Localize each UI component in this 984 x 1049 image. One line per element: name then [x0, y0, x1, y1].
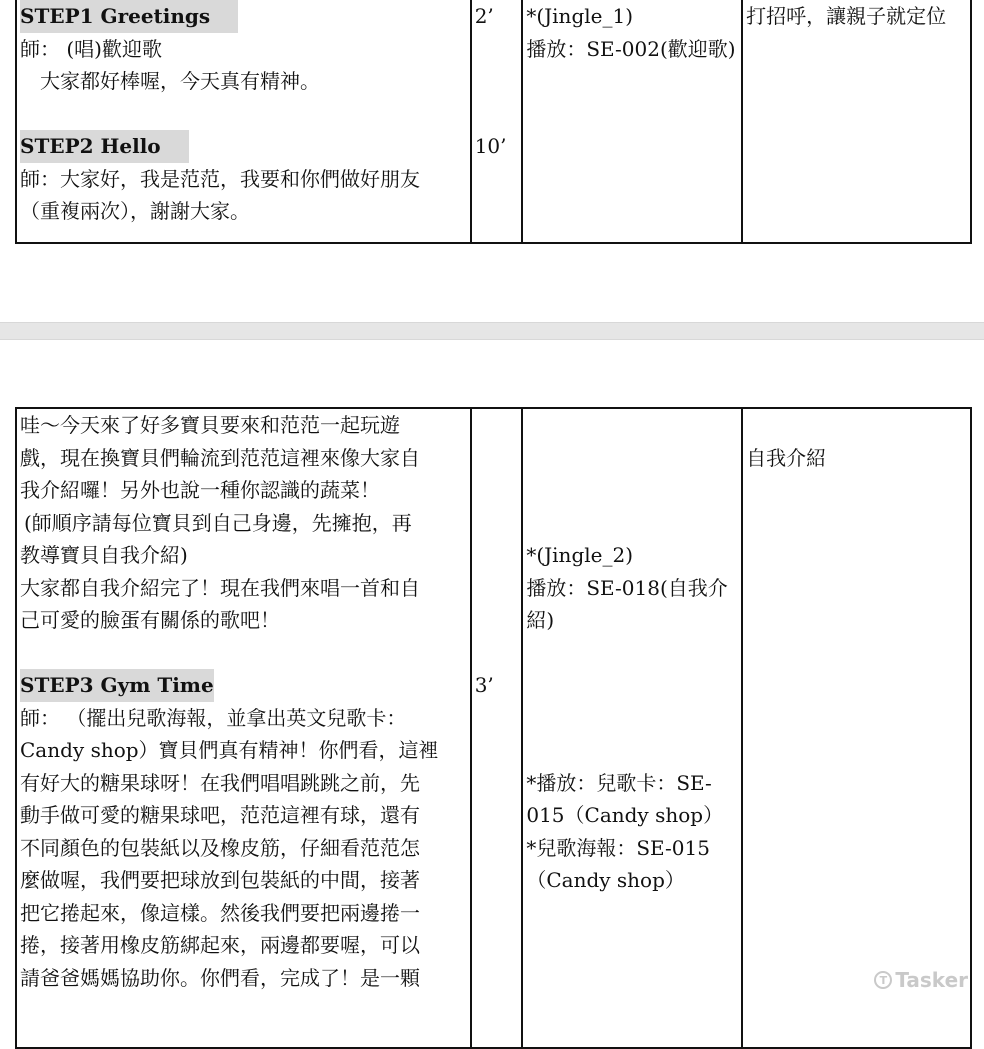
step3-heading: STEP3 Gym Time	[20, 669, 214, 702]
tasker-logo-icon: T	[874, 971, 892, 989]
step1-media: *(Jingle_1)	[526, 4, 634, 28]
intro-media: 紹)	[526, 608, 555, 632]
step3-line: 師： （擺出兒歌海報，並拿出英文兒歌卡：	[20, 705, 407, 730]
intro-note: 自我介紹	[746, 445, 827, 470]
content-cell	[16, 408, 471, 1048]
step1-heading: STEP1 Greetings	[20, 0, 238, 33]
step3-line: 麼做喔，我們要把球放到包裝紙的中間，接著	[20, 868, 420, 892]
watermark-text: Tasker	[895, 968, 968, 992]
media-cell	[522, 0, 742, 243]
step3-line: 動手做可愛的糖果球吧，范范這裡有球，還有	[20, 803, 420, 827]
note-cell	[742, 0, 971, 243]
step3-line: 捲，接著用橡皮筋綁起來，兩邊都要喔，可以	[20, 933, 420, 957]
intro-line: 教導寶貝自我介紹)	[20, 543, 188, 567]
document-page-bottom	[0, 340, 984, 1000]
time-cell	[471, 408, 523, 1048]
step2-time: 10’	[474, 134, 507, 158]
watermark	[874, 968, 968, 992]
step3-line: 有好大的糖果球呀！在我們唱唱跳跳之前，先	[20, 770, 420, 795]
step3-line: Candy shop）寶貝們真有精神！你們看，這裡	[20, 738, 439, 762]
intro-media: 播放：SE-018(自我介	[526, 575, 728, 600]
media-cell	[522, 408, 742, 1048]
page-separator	[0, 322, 984, 340]
step3-media: （Candy shop）	[526, 868, 685, 892]
lesson-plan-table-bottom	[15, 407, 972, 1049]
step3-media: *播放：兒歌卡：SE-	[526, 770, 712, 795]
step3-media: 015（Candy shop）	[526, 803, 724, 827]
step2-line: 師：大家好，我是范范，我要和你們做好朋友	[20, 166, 420, 191]
step3-line: 請爸爸媽媽協助你。你們看，完成了！是一顆	[20, 965, 420, 990]
step1-time: 2’	[474, 4, 494, 28]
time-cell	[471, 0, 523, 243]
step2-heading: STEP2 Hello	[20, 130, 189, 163]
intro-line: 己可愛的臉蛋有關係的歌吧！	[20, 608, 280, 632]
step3-media: *兒歌海報：SE-015	[526, 835, 710, 860]
step1-note: 打招呼，讓親子就定位	[746, 4, 947, 28]
step3-time: 3’	[474, 673, 494, 697]
step1-line: 師： (唱)歡迎歌	[20, 36, 162, 61]
step3-line: 不同顏色的包裝紙以及橡皮筋，仔細看范范怎	[20, 835, 420, 860]
table-row	[16, 0, 971, 243]
intro-line: 大家都自我介紹完了！現在我們來唱一首和自	[20, 575, 420, 600]
intro-media: *(Jingle_2)	[526, 543, 634, 567]
intro-line: 哇～今天來了好多寶貝要來和范范一起玩遊	[20, 413, 400, 437]
note-cell	[742, 408, 971, 1048]
content-cell	[16, 0, 471, 243]
intro-line: 戲，現在換寶貝們輪流到范范這裡來像大家自	[20, 445, 420, 470]
table-row	[16, 408, 971, 1048]
document-page-top	[0, 0, 984, 322]
step1-line: 大家都好棒喔，今天真有精神。	[40, 69, 320, 93]
intro-line: (師順序請每位寶貝到自己身邊，先擁抱，再	[24, 510, 412, 535]
step3-line: 把它捲起來，像這樣。然後我們要把兩邊捲一	[20, 900, 420, 925]
intro-line: 我介紹囉！另外也說一種你認識的蔬菜！	[20, 478, 380, 502]
step1-media: 播放：SE-002(歡迎歌)	[526, 36, 736, 61]
step2-line: （重複兩次），謝謝大家。	[20, 199, 250, 223]
lesson-plan-table-top	[15, 0, 972, 244]
